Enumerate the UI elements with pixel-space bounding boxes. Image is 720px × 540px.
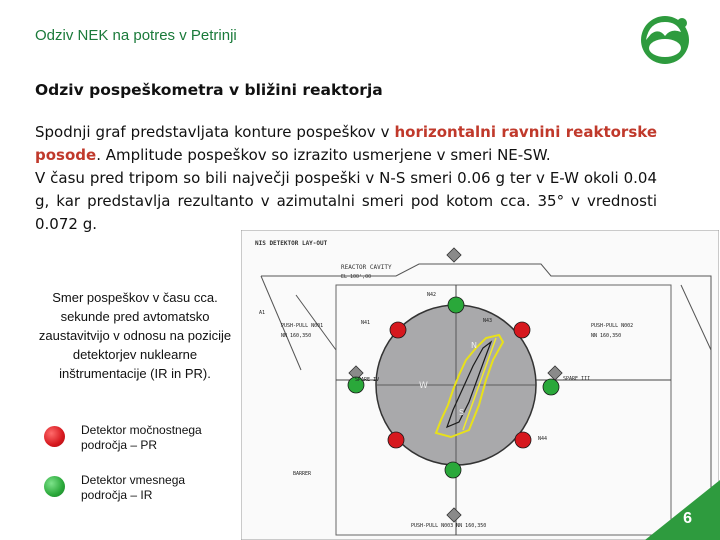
label-note-left: A1 xyxy=(259,310,266,316)
compass-n: N xyxy=(471,341,477,350)
ir-detector-s xyxy=(445,462,461,478)
pr-detector-icon xyxy=(44,426,65,447)
slide-title: Odziv pospeškometra v bližini reaktorja xyxy=(35,81,383,99)
nek-logo-icon xyxy=(637,10,693,66)
diagram-caption: Smer pospeškov v času cca. sekunde pred avtomatsko zaustavitvijo v odnosu na pozicije detektorjev nuklearne inštrumentacije (IR in PR). xyxy=(38,290,232,381)
label-n41: N41 xyxy=(361,320,371,326)
cavity-label: REACTOR CAVITY xyxy=(341,264,392,271)
compass-s: S xyxy=(459,408,465,417)
body-text xyxy=(35,121,657,236)
ir-detector-n xyxy=(448,297,464,313)
paragraph1-text-a: Spodnji graf predstavljata konture pospeškov v xyxy=(35,123,395,141)
label-n42: N42 xyxy=(427,292,437,298)
ir-detector-icon xyxy=(44,476,65,497)
paragraph1-text-b: . Amplitude pospeškov so izrazito usmerjene v smeri NE-SW. xyxy=(96,146,551,164)
compass-w: W xyxy=(419,381,428,391)
label-push-pull-right: PUSH-PULL N002 xyxy=(591,323,634,329)
legend-ir xyxy=(44,473,211,503)
label-push-pull-left-num: NN 160,350 xyxy=(281,333,312,339)
pr-detector-n41 xyxy=(388,432,404,448)
pr-detector-n44 xyxy=(515,432,531,448)
pr-detector-n43 xyxy=(514,322,530,338)
label-n43: N43 xyxy=(483,318,493,324)
pr-detector-n42 xyxy=(390,322,406,338)
page-number: 6 xyxy=(683,510,692,527)
legend-pr xyxy=(44,423,211,453)
label-n44: N44 xyxy=(538,436,548,442)
label-push-pull-left: PUSH-PULL N001 xyxy=(281,323,324,329)
label-push-pull-right-num: NN 160,350 xyxy=(591,333,622,339)
label-bottom-left: BARRER xyxy=(293,471,312,477)
label-spare-iii: SPARE III xyxy=(563,376,591,382)
header-title: Odziv NEK na potres v Petrinji xyxy=(35,27,237,44)
paragraph2-text: V času pred tripom so bili največji pospeški v N-S smeri 0.06 g ter v E-W okoli 0.04 g, kar predstavlja rezultanto v azimutalni smeri pod kotom cca. 35° v vrednosti 0.072 g. xyxy=(35,169,657,233)
paragraph1-highlight: horizontalni ravnini reaktorske posode xyxy=(35,123,657,164)
ir-detector-e xyxy=(543,379,559,395)
diagram-title: NIS DETEKTOR LAY-OUT xyxy=(255,240,328,247)
label-push-pull-bottom: PUSH-PULL N003 NN 160,350 xyxy=(411,523,487,529)
legend-pr-label: Detektor močnostnega področja – PR xyxy=(81,423,202,452)
label-spare-iv: SPARE IV xyxy=(355,377,380,383)
cavity-sub: EL 100',00 xyxy=(341,274,372,280)
legend-ir-label: Detektor vmesnega področja – IR xyxy=(81,473,186,502)
